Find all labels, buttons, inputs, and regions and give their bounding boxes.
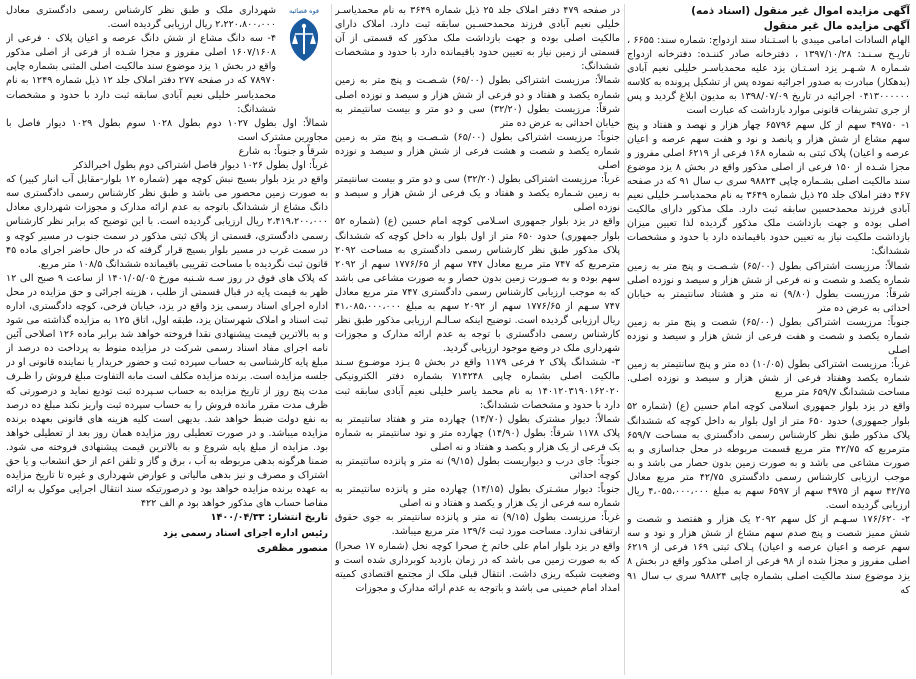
signature-block (6, 527, 328, 556)
notice-title-2: آگهی مزایده مال غیر منقول (763, 20, 910, 32)
paragraph: شمالاً: دیوار مشترک بطول (۱۴/۷۰) چهارده متر و هفتاد سانتیمتر به پلاک ۱۱۷۸ شرقاً: بطول (۱۴/۹۰) چهارده متر و نود سانتیمتر به شماره یک فرعی از یک هزار و یکصد و هفتاد و نه اصلی (335, 413, 620, 453)
paragraph: جنوباً: مرزیست اشتراکی بطول (۶۵/۰۰) شـصـت و پنج متر به زمین شماره یکصد و شصت و هشت فرعی از شش هزار و سیصد و نوزده اصلی (335, 131, 620, 172)
paragraph: شمالاً: مرزیست اشتراکی بطول (۶۵/۰۰) شـصـت و پنج متر به زمین شماره یکصد و هفتاد و دو فرعی از شش هزار و سیصد و نوزده اصلی شرقاً: مرزیست بطول (۳۲/۲۰) سی و دو متر و بیست سانتیمتر به خیابان احداثی به عرض ده متر (335, 75, 620, 129)
paragraph: ۳- ششدانگ پلاک ۲ فرعی ۱۱۷۹ واقع در بخش ۵ یـزد موضـوع سـند مالکیت اصلی بشماره چاپی ۷۱۴۲۴۸ بشماره دفتر الکترونیکی ۱۴۰۱۲۰۳۱۹۰۱۶۲۰۲۰ به نام محمد یاسر خلیلی نعیم آبادی سابقه ثبت دارد با حدود و مشخصات ششدانگ: (335, 357, 620, 411)
publication-date: تاریخ انتشار: ۱۴۰۰/۰۴/۳۳ (210, 512, 328, 524)
signature-name: منصور مظفری (256, 542, 328, 554)
notice-title-1: آگهی مزایده اموال غیر منقول (اسناد ذمه) (691, 5, 910, 17)
column-divider (624, 4, 625, 675)
paragraph: که پلاک های فوق در روز سـه شـنبه مورخ ۱۴۰۱/۰۵/۰۵ از ساعت ۹ صبح الی ۱۲ ظهر به قیمت پایه در قبال قسمتی از طلب ، هزینه اجرائی و حق مزایده در محل اداره اجرای اسناد رسمی یزد واقع در یزد، خیابان فرخی، کوچه دادگستری، اداره ثبت اسناد و املاک شهرستان یزد، طبقه اول، اتاق ۱۲۵ به مزایده گذاشته می شود و به بالاترین قیمت پیشنهادی نقدا فروخته خواهد شد برابر ماده ۱۲۶ اصلاحی آئین نامه اجرای مفاد اسناد رسمی شرکت در مزایده منوط به پرداخت ده درصد از مبلغ پایه کارشناسی به حساب سپرده ثبت و حضور خریدار یا نماینده قانونی او در جلسه مزایده است. برنده مزایده مکلف است مابه التفاوت مبلغ فروش را ظـرف مدت پنج روز از تاریخ مزایده به حساب سـپرده ثبت تودیع نماید و درصورتی که ظرف مدت مقرر مانده فروش را به حساب سپرده ثبت واریز نکند مبلغ ده درصد به نفع دولت ضبط خواهد شد. بدیهی است کلیه هزینه های قانونی بعهده برنده مزایده میباشد. و در صورت تعطیلی روز مزایده همان روز بعد از تعطیلی خواهد بود. مزایده از مبلغ پایه شروع و به بالاترین قیمت پیشنهادی فروخته می شود. ضمنا هرگونه بدهی مربوطه به آب ، برق و گاز و تلفن اعم از حق انشعاب و یا حق اشتراک و مصرف و نیز بدهی مالیاتی و عوارض شهرداری و غیره تا تاریخ مزایده به عهده برنده مزایده خواهد بود و درصورتیکه سند انتقال اجرایی موکول به ارائه مفاصا حساب های مذکور خواهد بود م الف ۴۲۲ (6, 272, 328, 510)
paragraph: شمالاً: مرزیست اشتراکی بطول (۶۵/۰۰) شـصـت و پنج متر به زمین شماره یکصد و شصت و نه فرعی از شش هزار و سیصد و نوزده اصلی شرقاً: مرزیست بطول (۹/۸۰) نه متر و هشتاد سانتیمتر به خیابان احداثی به عرض ده متر (627, 260, 910, 314)
paragraph: شمالاً: اول بطول ۱۰۲۷ دوم بطول ۱۰۲۸ سوم بطول ۱۰۲۹ دیوار فاصل با مجاورین مشترک است (6, 117, 328, 143)
paragraph: ۱- ۴۹۷۵۰ سهم از کل سهم ۶۵۷۹۶ چهار هزار و نهصد و هفتاد و پنج سهم مشاع از شش هزار و پانصد و نود و هفت سهم عرصه و اعیان عرصه و اعیان) پلاک ثبتی به شماره ۱۶۸ فرعی از ۶۲۱۹ اصلی مفروز و مجزا شـده از ۱۵۰ فرعی از اصلی مذکور واقع در بخش ۸ یزد موضوع سند مالکیت اصلی بشـماره چاپی ۹۸۸۲۴ سری ب سال ۹۱ که در صفحه ۴۶۷ دفتر املاک جلد ۲۵ ذیل شماره ۳۶۴۹ به نام محمدیاسـر خلیلی نعیم آبادی فرزند محمدحسین سابقه ثبت دارد. ملک مذکور دارای مالکیت اصلی بوده و جهت بازداشت ملک مذکور گردیده لذا تعیین میزان بازداشت ملکیت نیاز به تعیین حدود باقیمانده دارد با حدود و مشخصات ششدانگ: (627, 119, 910, 258)
logo-caption: قوه قضائیه (289, 7, 319, 15)
paragraph: جنوباً: دیوار مشـترک بطول (۱۴/۱۵) چهارده متر و پانزده سانتیمتر به شماره سه فرعی از یک هزار و یکصد و هفتاد و نه اصلی (335, 484, 620, 510)
paragraph: ۴- سه دانگ مشاع از شش دانگ عرصه و اعیان پلاک ۰ فرعی از ۱۶۰۷/۱۶۰۸ اصلی مفروز و مجزا شـده از فرعی از اصلی مذکور واقع در بخش ۱ یزد موضوع سند مالکیت اصلی المثنی بشماره چاپی ۷۸۹۷۰ که در صفحه ۲۷۷ دفتر املاک جلد ۱۲ ذیل شماره ۱۲۴۹ به نام محمدیاسر خلیلی نعیم آبادی سابقه ثبت دارد با حدود و مشخصات ششدانگ: (6, 33, 277, 115)
paragraph: جنوباً: مرزیست اشتراکی بطول (۶۵/۰۰) شصت و پنج متر به زمین شماره یکصد و شصت و هفت فرعی از شش هزار و سیصد و نوزده اصلی (627, 316, 910, 357)
signature-title: رئیس اداره اجرای اسناد رسمی یزد (163, 528, 328, 540)
paragraph: غرباً: اول بطول ۱۰۲۶ دیوار فاصل اشتراکی دوم بطول اخیرالذکر (73, 160, 328, 172)
paragraph: در صفحه ۴۷۹ دفتر املاک جلد ۲۵ ذیل شماره ۳۶۴۹ به نام محمدیاسـر خلیلی نعیم آبادی فرزند محمدحسـین سابقه ثبت دارد. املاک دارای مالکیت اصلی بوده و جهت بازداشت ملک مذکور که قسمتی از آن قسمتی از زمین نیاز به تعیین حدود باقیمانده دارد با حدود و مشخصات ششدانگ: (335, 5, 620, 73)
paragraph: جنوباً: جای درب و دیواریست بطول (۹/۱۵) نه متر و پانزده سانتیمتر به کوچه احداثی (335, 456, 620, 482)
left-column (6, 4, 328, 675)
paragraph: واقع در یزد بلوار جمهوری اسلامی کوچه امام حسین (ع) (شماره ۵۲ بلوار جمهوری) حدود ۶۵۰ متر از اول بلوار به داخل کوچه که ششدانگ پلاک مذکور طبق نظر کارشناس رسمی دادگستری به مساحت ۶۵۹/۷ مترمربع که ۴۲/۷۵ متر مربع قسمت مربوطه در محل جداسازی و به صورت مشاعی می باشد و به صورت زمین بدون حصار می باشد و به موجب ارزیابی کارشناس رسمی دادگستری ۴۲/۷۵ متر مربع معادل ۴۲/۷۵ سهم از ۴۹۷۵ سهم از ۶۵۹۷ سهم به مبلغ ۴،۰۵۵،۰۰۰،۰۰۰ ریال ارزیابی گردیده است. (627, 401, 910, 512)
paragraph: غرباً: مرزیست اشتراکی بطول (۳۲/۲۰) سی و دو متر و بیست سانتیمتر به زمین شـماره یکصد و هفتاد و یک فرعی از شش هزار و سیصد و نوزده اصلی (335, 174, 620, 214)
middle-column (335, 4, 620, 675)
paragraph: غرباً: مرزیست بطول (۹/۱۵) نه متر و پانزده سانتیمتر به جوی حقوق ارتفاقی ندارد. مساحت مورد ثبت ۱۳۹/۶ متر مربع میباشد. (335, 512, 620, 538)
paragraph: واقع در یزد بلوار امام علی خاتم خ صحرا کوچه نخل (شماره ۱۷ صحرا) که به صورت زمین می باشد که در زمان بازدید کوبرداری شده است و وضعیت شبکه ریزی داشت. انتقال قبلی ملک از مجتمع اقتصادی کمیته امداد امام خمینی می باشد و باتوجه به عدم ارائه مدارک و مجوزات (335, 540, 620, 594)
paragraph: الهام السادات امامی میبدی با اسـتـناد سند ازدواج: شماره سند: ۶۶۵۵ ، تاریـخ سـنـد: ۱۳۹۷/۱۰/۲۸ ، دفترخانه صادر کننـده: دفترخانه ازدواج شـماره ۸ شـهـر یزد اسـتـان یزد علیه محمدیاسـر خلیلی نعیم آبادی (بدهکار) مبادرت به صدور اجرائیه نموده پس از تشکیل پرونده به کلاسه ۰۴۱۳۰۰۰۰۰۰ اجرائیه در تاریخ ۱۳۹۸/۰۷/۰۹ به مدیون ابلاغ گردید و پس از جری تشریفات قانونی موارد بازداشت که عبارت است (627, 35, 910, 117)
paragraph: شرقاً و جنوباً: به شارع (238, 145, 328, 157)
right-column (627, 4, 910, 675)
column-divider (331, 4, 332, 675)
paragraph: ۲- ۱۷۶/۶۲۰ سـهـم از کل سهم ۲۰۹۲ یک هزار و هفتصد و شصت و شش ممیز شصت و پنج صدم سهم مشاع از شش هزار و نود و سه سهم عرصه و اعیان عرصه و اعیان) پـلاک ثبتی ۱۶۹ فرعی از ۶۲۱۹ اصلی مفروز و مجزا شده از ۹۸ فرعی از اصلی مذکور واقع در بخش ۸ یزد موضوع سند مالکیت اصلی بشماره چاپی ۹۸۸۲۴ سری ب سال ۹۱ که (627, 514, 910, 596)
paragraph: غرباً: مرزیست اشتراکی بطول (۱۰/۰۵) ده متر و پنج سانتیمتر به زمین شماره یکصد وهفتاد فرعی از شش هزار و سیصد و نوزده اصلی. مساحت ششدانگ ۶۵۹/۷ متر مربع (627, 359, 910, 399)
paragraph: شهرداری ملک و طبق نظر کارشناس رسمی دادگستری معادل ۲،۲۲۰،۸۰۰،۰۰۰ ریال ارزیابی گردیده است. (6, 5, 276, 31)
left-column-top (6, 4, 276, 117)
judiciary-emblem-icon (280, 4, 328, 64)
paragraph: واقع در یزد بلوار جمهوری اسـلامی کوچه امام حسین (ع) (شماره ۵۲ بلوار جمهوری) حدود ۶۵۰ متر از اول بلوار به داخل کوچه که ششدانگ پلاک مذکور طبق نظر کارشناس رسمی دادگستری به مساحت ۲۰۹۲ مترمربع که ۷۴۷ متر مربع معادل ۷۴۷ سهم از ۱۷۷۶/۶۵ سهم از ۲۰۹۲ سهم بوده و به صـورت زمین بدون حصار و به صورت مشاعی می باشد که به موجب ارزیابی کارشناس رسمی دادگستری ۷۴۷ متر مربع معادل ۷۴۷ سـهم از ۱۷۷۶/۶۵ سهم از ۲۰۹۲ سهم به مبلغ ۴۱،۰۸۵،۰۰۰،۰۰۰ ریال ارزیابی گردیده است. توضیح اینکه سـالـم ارزیابی مذکور طبق نظر کارشناس رسمی دادگستری با توجه به عدم ارائه مدارک و مجوزات شهرداری ملک در وضع موجود ارزیابی گردید. (335, 216, 620, 355)
paragraph: واقع در یزد بلوار بسیج نبش کوچه مهر (شماره ۱۲ بلوار-مقابل آب انبار کبیر) که به صورت زمین محصور می باشد و طبق نظر کارشناس رسمی دادگستری سه دانگ مشاع از ششدانگ باتوجه به عدم ارائه مدارک و مجوزات شهرداری معادل ۲،۴۱۹،۲۰۰،۰۰۰ ریال ارزیابی گردیده است. با این توضیح که برابر نظر کارشناس رسمی دادگستری، قسمتی از پلاک ثبتی مذکور در سمت جنوب در مسیر کوچه و در سمت غرب در مسیر بلوار بسیج قرار گرفته که در حال حاضر اجرای ماده ۴۵ قانون ثبت نگردیده با مساحت تقریبی باقیمانده ششدانگ ۱۰۸/۵ متر مربع. (6, 174, 328, 270)
